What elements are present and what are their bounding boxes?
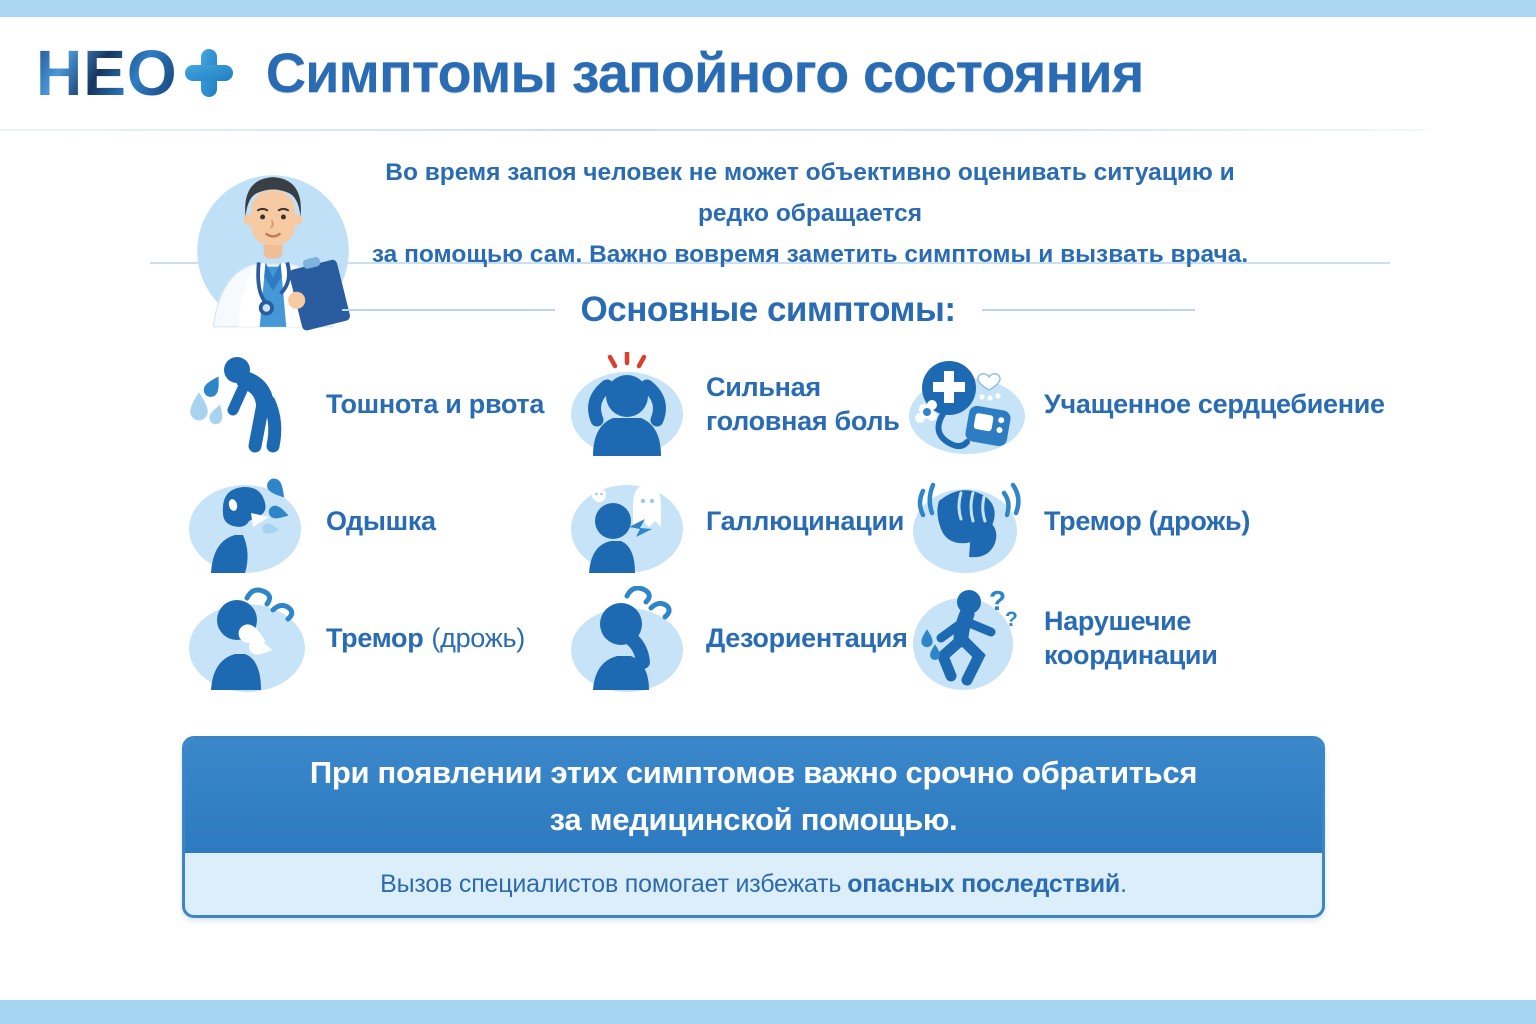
symptoms-grid [185, 346, 1415, 697]
brand-logo [36, 36, 236, 109]
cta-note-end: . [1120, 869, 1127, 898]
heading-rule-left [342, 309, 555, 311]
symptom-item-hallucinations [565, 469, 903, 575]
symptom-item-coordination [903, 586, 1393, 692]
tremor-person-icon [185, 586, 313, 692]
page-title: Симптомы запойного состояния [265, 41, 1144, 104]
top-accent-bar [0, 0, 1536, 17]
symptom-item-heartbeat [903, 352, 1393, 458]
disorientation-icon [565, 586, 693, 692]
hallucinations-icon [565, 469, 693, 575]
heading-rule-right [982, 309, 1195, 311]
cta-note-normal: Вызов специалистов помогает избежать [380, 869, 842, 898]
headache-icon [565, 352, 693, 458]
intro-text [360, 152, 1260, 275]
cta-note-text [185, 853, 1322, 915]
symptom-item-disorientation [565, 586, 908, 692]
symptom-label: Нарушечие координации [1044, 605, 1218, 670]
header [36, 36, 1476, 109]
cta-box [182, 736, 1325, 918]
symptom-label: Учащенное сердцебиение [1044, 388, 1385, 419]
symptom-item-tremor [903, 469, 1393, 575]
symptom-label: Сильная головная боль [706, 371, 900, 436]
plus-icon [182, 46, 236, 100]
bottom-accent-bar [0, 1000, 1536, 1024]
cta-line-2: за медицинской помощью. [549, 802, 958, 837]
symptom-item-tremor-2 [185, 586, 565, 692]
header-divider [0, 129, 1425, 131]
symptom-label: Тремор (дрожь) [1044, 505, 1251, 536]
section-heading-text: Основные симптомы: [580, 290, 956, 329]
symptom-item-breath [185, 469, 565, 575]
nausea-icon [185, 352, 313, 458]
symptom-label: Галлюцинации [706, 505, 905, 536]
heartbeat-icon [903, 352, 1031, 458]
section-heading [0, 290, 1536, 330]
breath-icon [185, 469, 313, 575]
symptom-label: Дезориентация [706, 622, 908, 653]
symptom-item-nausea [185, 352, 565, 458]
cta-main-text [185, 739, 1322, 853]
tremor-hand-icon [903, 469, 1031, 575]
symptom-item-headache [565, 352, 903, 458]
brand-logo-text: НЕО [36, 36, 178, 109]
intro-line-1: Во время запоя человек не может объективно оценивать ситуацию и редко обращается [385, 159, 1235, 228]
symptom-label: Тремор (дрожь) [326, 622, 525, 653]
intro-line-2: за помощью сам. Важно вовремя заметить симптомы и вызвать врача. [371, 241, 1249, 269]
symptom-label: Тошнота и рвота [326, 388, 545, 419]
cta-line-1: При появлении этих симптомов важно срочно обратиться [309, 754, 1198, 790]
symptom-label: Одышка [326, 505, 436, 536]
coordination-icon [903, 586, 1031, 692]
cta-note-bold: опасных последствий [847, 869, 1121, 898]
